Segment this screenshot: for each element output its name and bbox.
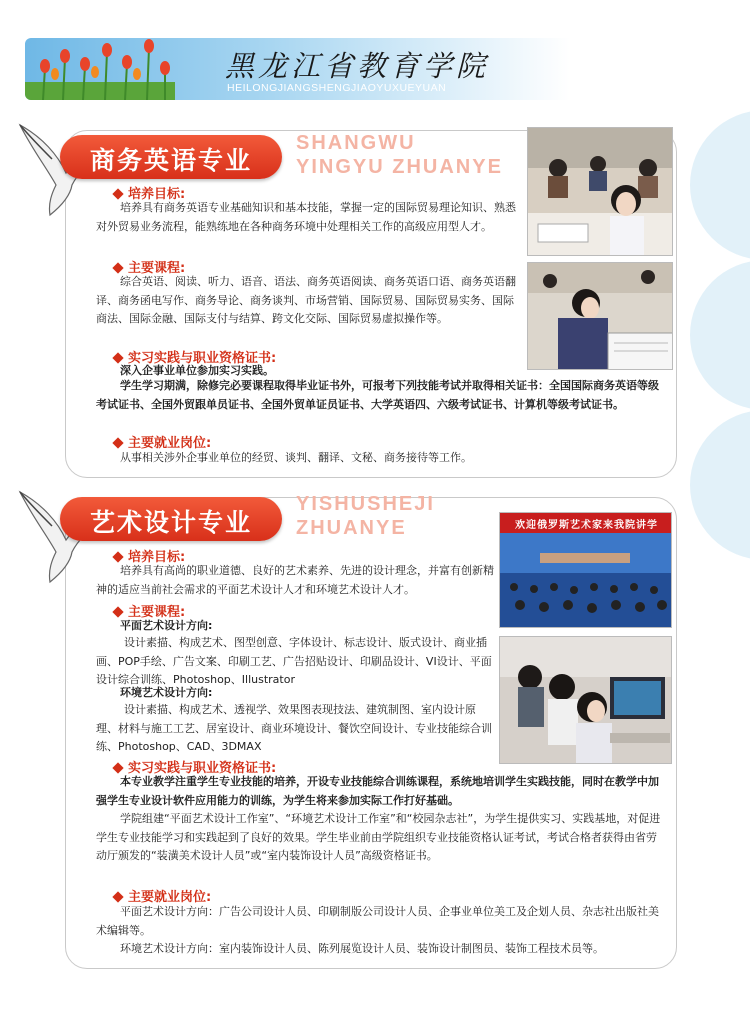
heading-text: 培养目标: <box>128 187 186 202</box>
section-title-pinyin <box>296 492 435 540</box>
section-title-pinyin <box>296 131 503 179</box>
pinyin-line: YISHUSHEJI <box>296 493 435 515</box>
practice-text-internship: 深入企事业单位参加实习实践。 <box>120 364 274 377</box>
header-banner <box>25 38 570 100</box>
diamond-bullet-icon <box>112 891 123 902</box>
heading-text: 主要就业岗位: <box>128 436 212 451</box>
graphic-direction-label: 平面艺术设计方向: <box>120 619 213 632</box>
diamond-bullet-icon <box>112 606 123 617</box>
diamond-bullet-icon <box>112 262 123 273</box>
section-title-badge: 艺术设计专业 <box>60 497 282 541</box>
lecture-hall-photo <box>499 512 672 628</box>
diamond-bullet-icon <box>112 437 123 448</box>
decorative-circle <box>690 410 750 560</box>
classroom-photo <box>527 127 673 256</box>
training-goal-text: 培养具有商务英语专业基础知识和基本技能，掌握一定的国际贸易理论知识、熟悉对外贸易业务流程，能熟练地在各种商务环境中处理相关工作的高级应用型人才。 <box>96 201 516 233</box>
environment-direction-label: 环境艺术设计方向: <box>120 686 213 699</box>
diamond-bullet-icon <box>112 762 123 773</box>
pinyin-line: SHANGWU <box>296 132 416 154</box>
environment-courses-text: 设计素描、构成艺术、透视学、效果图表现技法、建筑制图、室内设计原理、材料与施工工艺、居室设计、商业环境设计、餐饮空间设计、专业技能综合训练、Photoshop、CAD、3DMAX <box>96 703 492 753</box>
heading-text: 培养目标: <box>128 550 186 565</box>
banner-text: 欢迎俄罗斯艺术家来我院讲学 <box>515 520 658 531</box>
heading-text: 主要课程: <box>128 605 186 620</box>
heading-text: 主要课程: <box>128 261 186 276</box>
diamond-bullet-icon <box>112 551 123 562</box>
student-studying-photo <box>527 262 673 370</box>
heading-text: 主要就业岗位: <box>128 890 212 905</box>
heading-text: 实习实践与职业资格证书: <box>128 761 277 776</box>
employment-graphic-text: 平面艺术设计方向：广告公司设计人员、印刷制版公司设计人员、企事业单位美工及企划人员、杂志社出版社美术编辑等。 <box>96 905 659 937</box>
practice-text-skills: 本专业教学注重学生专业技能的培养，开设专业技能综合训练课程，系统地培训学生实践技能，同时在教学中加强学生专业设计软件应用能力的训练，为学生将来参加实际工作打好基础。 <box>96 775 659 807</box>
tulips-illustration <box>25 38 175 100</box>
graphic-courses-text: 设计素描、构成艺术、图型创意、字体设计、标志设计、版式设计、商业插画、POP手绘、广告文案、印刷工艺、广告招贴设计、印刷品设计、VI设计、平面设计综合训练、Photoshop、Illustrator <box>96 636 492 686</box>
training-goal-text: 培养具有高尚的职业道德、良好的艺术素养、先进的设计理念，并富有创新精神的适应当前社会需求的平面艺术设计人才和环境艺术设计人才。 <box>96 564 494 596</box>
section-title-badge: 商务英语专业 <box>60 135 282 179</box>
employment-text: 从事相关涉外企事业单位的经贸、谈判、翻译、文秘、商务接待等工作。 <box>120 451 472 464</box>
decorative-circle <box>690 260 750 410</box>
school-name: 黑龙江省教育学院 <box>225 49 490 83</box>
employment-environment-text: 环境艺术设计方向：室内装饰设计人员、陈列展览设计人员、装饰设计制图员、装饰工程技术员等。 <box>120 942 604 955</box>
pinyin-line: YINGYU ZHUANYE <box>296 156 503 178</box>
diamond-bullet-icon <box>112 188 123 199</box>
school-name-pinyin: HEILONGJIANGSHENGJIAOYUXUEYUAN <box>227 82 447 94</box>
decorative-circle <box>690 110 750 260</box>
practice-text-studios: 学院组建“平面艺术设计工作室”、“环境艺术设计工作室”和“校园杂志社”，为学生提供实习、实践基地，对促进学生专业技能学习和实践起到了良好的效果。学生毕业前由学院组织专业技能资格认证考试，考试合格者获得由省劳动厅颁发的“装潢美术设计人员”或“室内装饰设计人员”高级资格证书。 <box>96 812 661 862</box>
practice-text-certificates: 学生学习期满，除修完必要课程取得毕业证书外，可报考下列技能考试并取得相关证书：全国国际商务英语等级考试证书、全国外贸跟单员证书、全国外贸单证员证书、大学英语四、六级考试证书、计算机等级考试证书。 <box>96 379 659 411</box>
computer-lab-photo <box>499 636 672 764</box>
heading-text: 实习实践与职业资格证书: <box>128 351 277 366</box>
main-courses-text: 综合英语、阅读、听力、语音、语法、商务英语阅读、商务英语口语、商务英语翻译、商务函电写作、商务导论、商务谈判、市场营销、国际贸易、国际贸易实务、国际商法、国际金融、国际支付与结算、跨文化交际、国际贸易虚拟操作等。 <box>96 275 516 325</box>
pinyin-line: ZHUANYE <box>296 517 407 539</box>
